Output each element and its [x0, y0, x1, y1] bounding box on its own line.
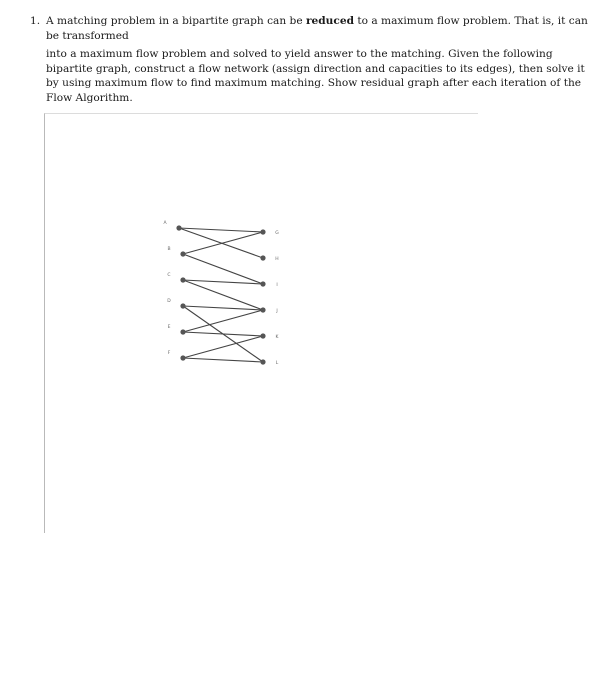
- node-J: [260, 307, 265, 312]
- node-G: [260, 229, 265, 234]
- question-bold-word: reduced: [305, 15, 354, 27]
- node-label-I: I: [276, 283, 278, 288]
- node-C: [180, 277, 185, 282]
- node-F: [180, 355, 185, 360]
- question-body-text: into a maximum flow problem and solved to yield answer to the matching. Given the following bipartite graph, construct a flow network (assign direction and capacities to its edges), then solve it by using maximum flow to find maximum matching. Show residual graph after each iteration of the Flow Algorithm.: [46, 48, 585, 104]
- edge-D-J: [183, 306, 263, 310]
- edge-F-K: [183, 336, 263, 358]
- edge-B-I: [183, 254, 263, 284]
- edge-C-I: [183, 280, 263, 284]
- node-label-C: C: [167, 273, 171, 278]
- node-label-L: L: [275, 361, 279, 366]
- graph-labels: [163, 220, 279, 366]
- edge-E-K: [183, 332, 263, 336]
- node-H: [260, 255, 265, 260]
- graph-edges: [179, 228, 263, 362]
- node-label-B: B: [167, 247, 171, 252]
- node-K: [260, 333, 265, 338]
- node-label-K: K: [275, 335, 279, 340]
- node-label-F: F: [167, 351, 171, 356]
- node-label-H: H: [275, 257, 279, 262]
- node-label-D: D: [167, 299, 171, 304]
- node-label-J: J: [276, 309, 278, 314]
- edge-A-G: [179, 228, 263, 232]
- question-number: 1.: [30, 15, 41, 27]
- node-D: [180, 303, 185, 308]
- node-L: [260, 359, 265, 364]
- edge-B-G: [183, 232, 263, 254]
- node-label-E: E: [167, 325, 171, 330]
- node-A: [176, 225, 181, 230]
- question-line1-start: A matching problem in a bipartite graph can be: [46, 15, 306, 27]
- node-I: [260, 281, 265, 286]
- node-label-A: A: [163, 221, 167, 226]
- graph-nodes: [176, 225, 265, 364]
- node-B: [180, 251, 185, 256]
- question-line1-end: to a maximum flow problem. That is, it can be transformed: [46, 15, 588, 42]
- edge-E-J: [183, 310, 263, 332]
- node-E: [180, 329, 185, 334]
- edge-C-J: [183, 280, 263, 310]
- node-label-G: G: [275, 231, 279, 236]
- edge-F-L: [183, 358, 263, 362]
